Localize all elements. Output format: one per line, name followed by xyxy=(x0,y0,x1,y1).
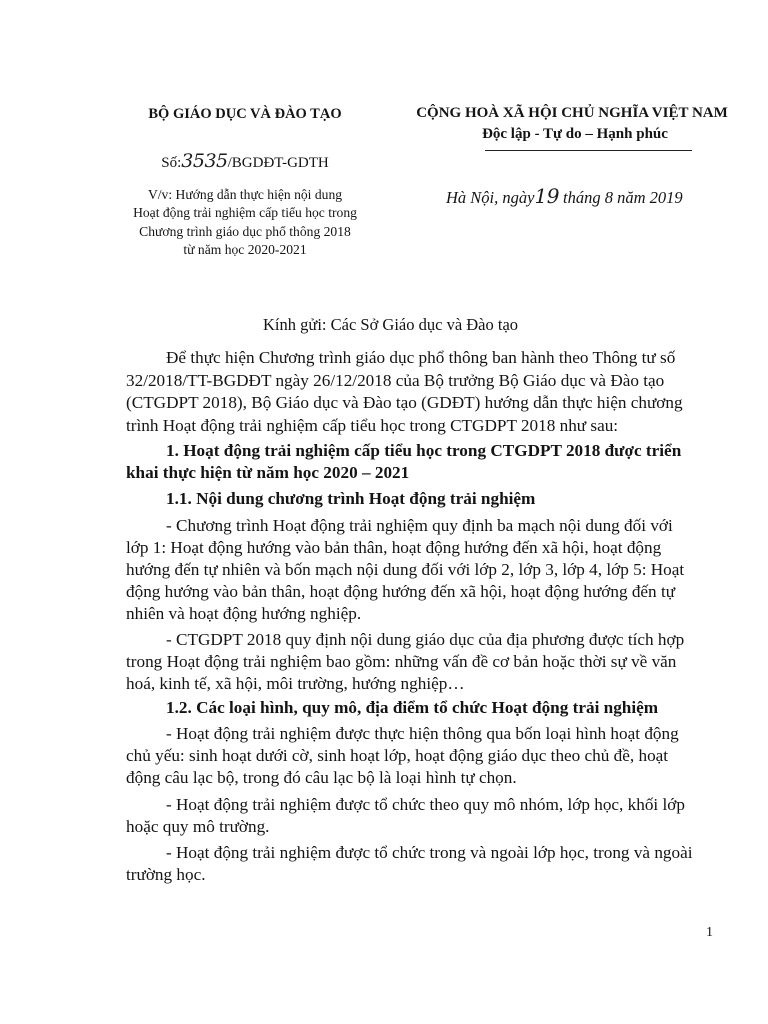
paragraph-line: - Hoạt động trải nghiệm được thực hiện thông qua bốn loại hình hoạt động xyxy=(166,724,679,743)
section-1-heading: 1. Hoạt động trải nghiệm cấp tiểu học trong CTGDPT 2018 được triển xyxy=(166,441,682,460)
republic-name: CỘNG HOÀ XÃ HỘI CHỦ NGHĨA VIỆT NAM xyxy=(416,105,728,121)
intro-line: (CTGDPT 2018), Bộ Giáo dục và Đào tạo (GDĐT) hướng dẫn thực hiện chương xyxy=(126,393,683,412)
date-suffix: tháng 8 năm 2019 xyxy=(558,188,683,207)
recipient: Kính gửi: Các Sở Giáo dục và Đào tạo xyxy=(263,315,519,334)
paragraph-line: hướng đến tự nhiên và bốn mạch nội dung đối với lớp 2, lớp 3, lớp 4, lớp 5: Hoạt xyxy=(126,560,685,579)
intro-line: 32/2018/TT-BGDĐT ngày 26/12/2018 của Bộ trưởng Bộ Giáo dục và Đào tạo xyxy=(126,371,665,390)
intro-line: trình Hoạt động trải nghiệm cấp tiểu học trong CTGDPT 2018 như sau: xyxy=(126,416,619,435)
section-1-1-heading: 1.1. Nội dung chương trình Hoạt động trải nghiệm xyxy=(166,489,536,508)
section-1-2-heading: 1.2. Các loại hình, quy mô, địa điểm tổ chức Hoạt động trải nghiệm xyxy=(166,698,659,717)
paragraph-line: động câu lạc bộ, trong đó câu lạc bộ là loại hình tự chọn. xyxy=(126,768,517,787)
paragraph-line: hoá, kinh tế, xã hội, môi trường, hướng nghiệp… xyxy=(126,674,465,693)
paragraph-line: nhiên và hoạt động hướng nghiệp. xyxy=(126,604,362,623)
subject-line: Hoạt động trải nghiệm cấp tiểu học trong xyxy=(133,205,357,221)
paragraph-line: trường học. xyxy=(126,865,206,884)
paragraph-line: trong Hoạt động trải nghiệm bao gồm: những vấn đề cơ bản hoặc thời sự về văn xyxy=(126,652,677,671)
number-prefix: Số: xyxy=(161,155,182,171)
paragraph-line: - CTGDPT 2018 quy định nội dung giáo dục của địa phương được tích hợp xyxy=(166,630,685,649)
paragraph-line: động hướng vào bản thân, hoạt động hướng đến xã hội, hoạt động hướng đến tự xyxy=(126,582,676,601)
intro-line: Để thực hiện Chương trình giáo dục phổ thông ban hành theo Thông tư số xyxy=(166,348,676,367)
section-1-heading: khai thực hiện từ năm học 2020 – 2021 xyxy=(126,463,410,482)
handwritten-number: 3535 xyxy=(181,150,228,172)
document-body xyxy=(126,0,708,1024)
paragraph-line: chủ yếu: sinh hoạt dưới cờ, sinh hoạt lớp, hoạt động giáo dục theo chủ đề, hoạt xyxy=(126,746,669,765)
subject-line: V/v: Hướng dẫn thực hiện nội dung xyxy=(147,187,343,202)
paragraph-line: - Hoạt động trải nghiệm được tổ chức theo quy mô nhóm, lớp học, khối lớp xyxy=(166,795,685,814)
paragraph-line: hoặc quy mô trường. xyxy=(126,817,270,836)
paragraph-line: - Chương trình Hoạt động trải nghiệm quy định ba mạch nội dung đối với xyxy=(166,516,673,535)
subject-line: từ năm học 2020-2021 xyxy=(183,241,307,257)
national-motto: Độc lập - Tự do – Hạnh phúc xyxy=(482,126,668,142)
ministry-name: BỘ GIÁO DỤC VÀ ĐÀO TẠO xyxy=(148,106,342,122)
paragraph-line: lớp 1: Hoạt động hướng vào bản thân, hoạt động hướng đến xã hội, hoạt động xyxy=(126,538,662,557)
paragraph-line: - Hoạt động trải nghiệm được tổ chức trong và ngoài lớp học, trong và ngoài xyxy=(166,843,693,862)
date-prefix: Hà Nội, ngày xyxy=(446,188,535,207)
handwritten-day: 19 xyxy=(534,184,559,208)
number-suffix: /BGDĐT-GDTH xyxy=(227,155,329,171)
subject-line: Chương trình giáo dục phổ thông 2018 xyxy=(139,223,351,239)
page-number: 1 xyxy=(706,925,713,940)
